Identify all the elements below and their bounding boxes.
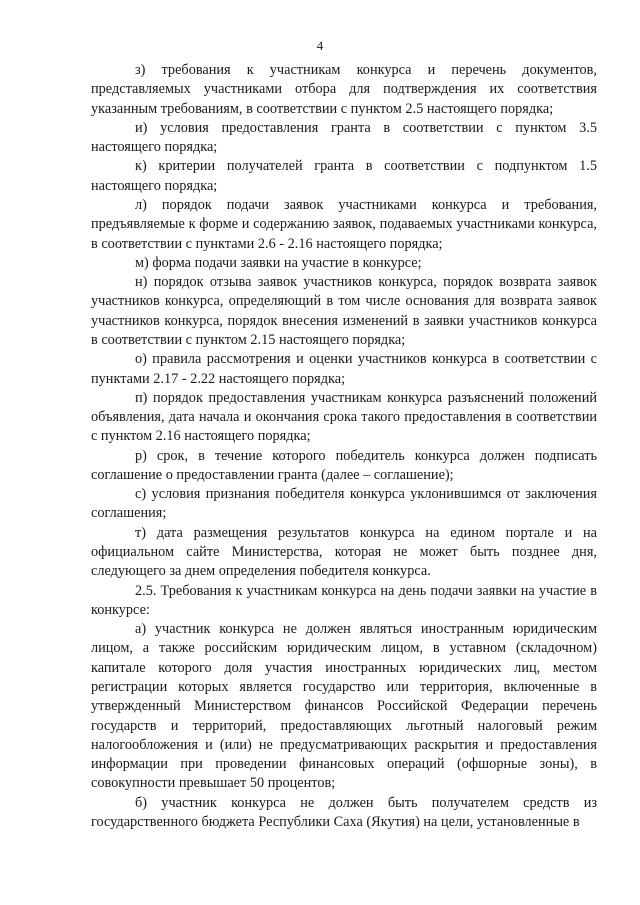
paragraph-n-withdrawal-procedure: н) порядок отзыва заявок участников конкурса, порядок возврата заявок участников конкурса, определяющий в том числе основания для возврата заявок участников конкурса, порядок внесения изменений в заявки участников конкурса в соответствии с пунктом 2.15 настоящего порядка; bbox=[91, 274, 597, 348]
paragraph-z-participant-requirements: з) требования к участникам конкурса и перечень документов, представляемых участниками отбора для подтверждения их соответствия указанным требованиям, в соответствии с пунктом 2.5 настоящего порядка; bbox=[91, 62, 597, 117]
paragraph-b-budget-funds-restriction: б) участник конкурса не должен быть получателем средств из государственного бюджета Республики Саха (Якутия) на цели, установленные в bbox=[91, 794, 597, 830]
paragraph-k-recipient-criteria: к) критерии получателей гранта в соответствии с подпунктом 1.5 настоящего порядка; bbox=[91, 158, 597, 194]
document-body bbox=[91, 61, 597, 832]
paragraph-p-clarification-procedure: п) порядок предоставления участникам конкурса разъяснений положений объявления, дата начала и окончания срока такого предоставления в соответствии с пунктом 2.16 настоящего порядка; bbox=[91, 389, 597, 445]
paragraph-i-grant-conditions: и) условия предоставления гранта в соответствии с пунктом 3.5 настоящего порядка; bbox=[91, 119, 597, 156]
paragraph-s-evasion-conditions: с) условия признания победителя конкурса уклонившимся от заключения соглашения; bbox=[91, 486, 597, 522]
paragraph-r-signing-deadline: р) срок, в течение которого победитель конкурса должен подписать соглашение о предоставлении гранта (далее – соглашение); bbox=[91, 447, 597, 483]
page-number: 4 bbox=[316, 38, 324, 53]
paragraph-m-application-form: м) форма подачи заявки на участие в конкурсе; bbox=[135, 254, 422, 271]
paragraph-o-evaluation-rules: о) правила рассмотрения и оценки участников конкурса в соответствии с пунктами 2.17 - 2.22 настоящего порядка; bbox=[91, 351, 597, 387]
paragraph-a-foreign-entity-restriction: а) участник конкурса не должен являться иностранным юридическим лицом, а также российским юридическим лицом, в уставном (складочном) капитале которого доля участия иностранных юридических лиц, местом регистрации которых является государство или территория, включенные в утвержденный Министерством финансов Российской Федерации перечень государств и территорий, предоставляющих льготный налоговый режим налогообложения и (или) не предусматривающих раскрытия и предоставления информации при проведении финансовых операций (офшорные зоны), в совокупности превышает 50 процентов; bbox=[91, 621, 597, 792]
paragraph-2-5-requirements-heading: 2.5. Требования к участникам конкурса на день подачи заявки на участие в конкурсе: bbox=[91, 582, 597, 618]
paragraph-l-application-procedure: л) порядок подачи заявок участниками конкурса и требования, предъявляемые к форме и содержанию заявок, подаваемых участниками конкурса, в соответствии с пунктами 2.6 - 2.16 настоящего порядка; bbox=[91, 196, 597, 252]
paragraph-t-results-publication: т) дата размещения результатов конкурса на едином портале и на официальном сайте Министерства, которая не может быть позднее дня, следующего за днем определения победителя конкурса. bbox=[91, 524, 597, 580]
